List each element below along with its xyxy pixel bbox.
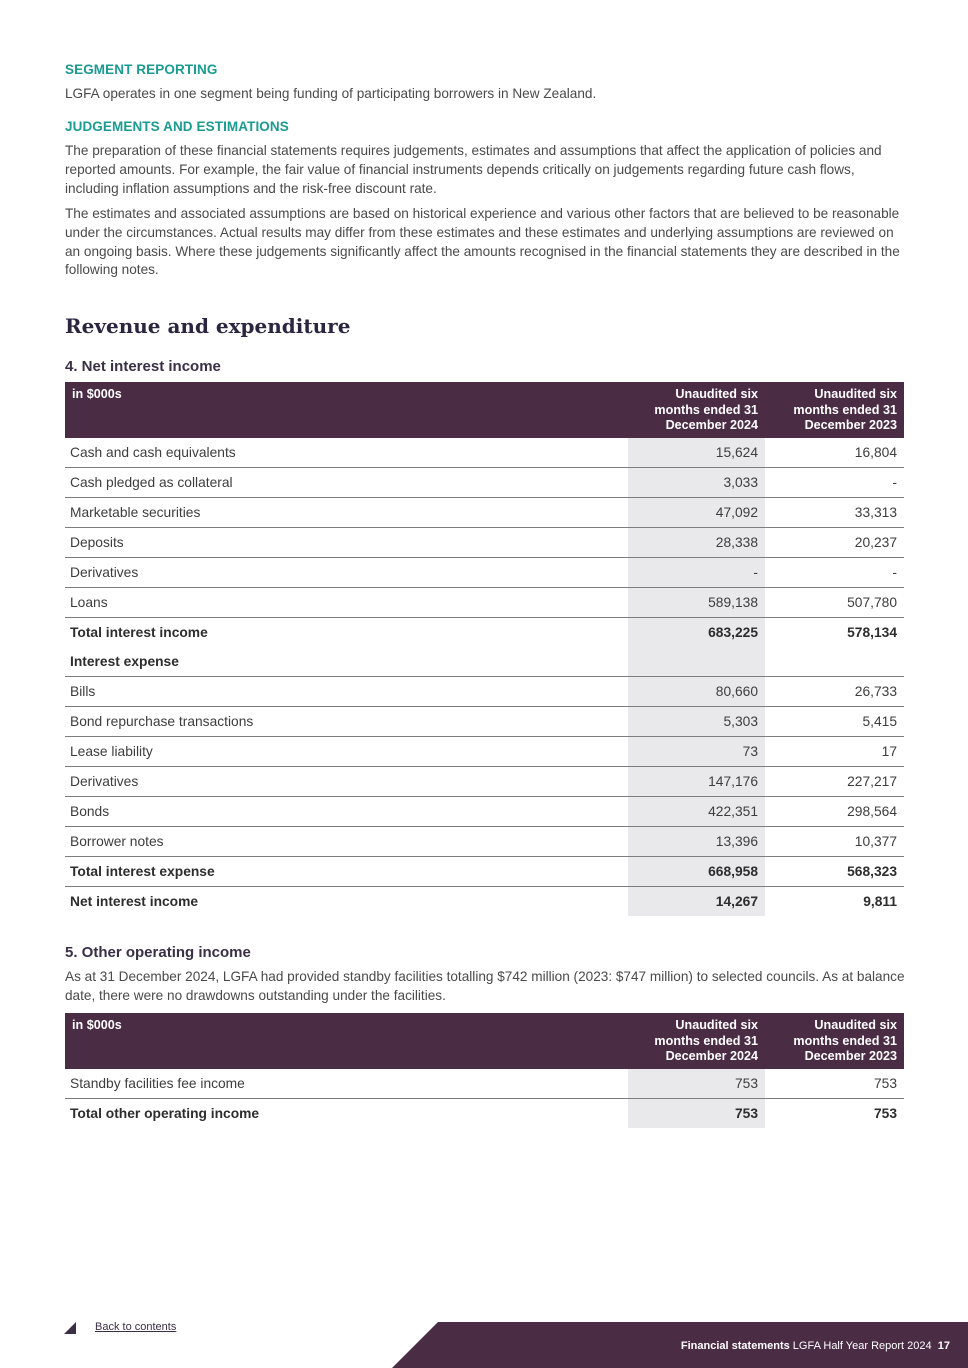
value-2023: 17 [765, 736, 904, 766]
header-2024: Unaudited six months ended 31 December 2024 [628, 382, 765, 438]
row-label: Total other operating income [70, 1105, 260, 1121]
value-2024: 14,267 [628, 886, 765, 916]
row-label: Lease liability [65, 736, 628, 766]
judgements-heading: JUDGEMENTS AND ESTIMATIONS [65, 119, 289, 134]
table-row [65, 706, 904, 736]
value-2024 [628, 647, 765, 677]
table-row [65, 497, 904, 527]
footer-section: Financial statements [680, 1340, 790, 1352]
row-label: Net interest income [70, 893, 199, 909]
table-row [65, 467, 904, 497]
table-row [65, 1069, 904, 1099]
value-2024: 28,338 [628, 527, 765, 557]
row-label: Total interest income [70, 624, 208, 640]
value-2024: 47,092 [628, 497, 765, 527]
value-2024: 5,303 [628, 706, 765, 736]
judgements-paragraph-1: The preparation of these financial statements requires judgements, estimates and assumptions that affect the application of policies and reported amounts. For example, the fair value of financial instruments depends critically on judgements regarding future cash flows, including inflation assumptions and the risk-free discount rate. [65, 143, 882, 196]
header-2023: Unaudited six months ended 31 December 2023 [765, 1013, 904, 1069]
table-row [65, 766, 904, 796]
value-2024: 15,624 [628, 438, 765, 468]
table-row [65, 796, 904, 826]
note-5-title: 5. Other operating income [65, 944, 251, 961]
row-label: Bond repurchase transactions [65, 706, 628, 736]
table-row [65, 617, 904, 647]
value-2024: 668,958 [628, 856, 765, 886]
value-2023: 16,804 [765, 438, 904, 468]
value-2024: 589,138 [628, 587, 765, 617]
row-label: Total interest expense [65, 856, 628, 886]
value-2023: - [765, 557, 904, 587]
row-label: Standby facilities fee income [65, 1069, 628, 1099]
value-2024: 13,396 [628, 826, 765, 856]
table-row [65, 647, 904, 677]
value-2024: 73 [628, 736, 765, 766]
value-2023: 20,237 [765, 527, 904, 557]
value-2024: 3,033 [628, 467, 765, 497]
value-2023: 26,733 [765, 676, 904, 706]
table-row [65, 557, 904, 587]
section-title: Revenue and expenditure [65, 314, 351, 338]
net-interest-income-table [65, 382, 904, 916]
footer-caption [681, 1340, 950, 1352]
table-row [65, 587, 904, 617]
value-2023: 578,134 [847, 624, 897, 640]
note-5-text: As at 31 December 2024, LGFA had provided standby facilities totalling $742 million (2023: $747 million) to selected councils. As at balance date, there were no drawdowns outstanding under the facilities. [65, 969, 905, 1003]
table-row [65, 826, 904, 856]
header-units: in $000s [65, 382, 628, 438]
row-label: Loans [65, 587, 628, 617]
table-row [65, 438, 904, 468]
value-2023: 33,313 [765, 497, 904, 527]
value-2024: 422,351 [628, 796, 765, 826]
table-row [65, 886, 904, 916]
footer-report: LGFA Half Year Report 2024 [792, 1340, 932, 1352]
value-2023: 5,415 [765, 706, 904, 736]
header-2024: Unaudited six months ended 31 December 2024 [628, 1013, 765, 1069]
note-4-title: 4. Net interest income [65, 358, 221, 375]
value-2024: 147,176 [628, 766, 765, 796]
segment-reporting-text: LGFA operates in one segment being funding of participating borrowers in New Zealand. [65, 86, 597, 101]
row-label: Borrower notes [65, 826, 628, 856]
value-2023 [765, 647, 904, 677]
page-number: 17 [937, 1340, 950, 1352]
table-header-row [65, 1013, 904, 1069]
other-operating-income-table [65, 1013, 904, 1128]
value-2023: - [765, 467, 904, 497]
segment-reporting-heading: SEGMENT REPORTING [65, 62, 218, 77]
value-2023: 507,780 [765, 587, 904, 617]
value-2024: 753 [628, 1069, 765, 1099]
header-units: in $000s [65, 1013, 628, 1069]
value-2024: 80,660 [628, 676, 765, 706]
back-arrow-icon[interactable] [64, 1322, 78, 1334]
table-row [65, 856, 904, 886]
row-label: Cash pledged as collateral [65, 467, 628, 497]
value-2023: 568,323 [765, 856, 904, 886]
value-2024: - [628, 557, 765, 587]
value-2023: 227,217 [765, 766, 904, 796]
row-label: Bonds [65, 796, 628, 826]
value-2023: 10,377 [765, 826, 904, 856]
judgements-paragraph-2: The estimates and associated assumptions are based on historical experience and various other factors that are believed to be reasonable under the circumstances. Actual results may differ from these estimates and these estimates and underlying assumptions are reviewed on an ongoing basis. Where these judgements significantly affect the amounts recognised in the financial statements they are described in the following notes. [65, 206, 900, 278]
table-row [65, 527, 904, 557]
table-row [65, 736, 904, 766]
row-label: Bills [65, 676, 628, 706]
table-row [65, 1098, 904, 1128]
value-2023: 9,811 [863, 893, 897, 909]
value-2023: 753 [765, 1069, 904, 1099]
value-2023: 753 [873, 1105, 897, 1121]
row-label: Deposits [65, 527, 628, 557]
value-2024: 753 [628, 1098, 765, 1128]
value-2023: 298,564 [765, 796, 904, 826]
value-2024: 683,225 [628, 617, 765, 647]
header-2023: Unaudited six months ended 31 December 2023 [765, 382, 904, 438]
row-label: Derivatives [65, 766, 628, 796]
row-label: Cash and cash equivalents [65, 438, 628, 468]
row-label: Interest expense [65, 647, 628, 677]
table-header-row [65, 382, 904, 438]
row-label: Derivatives [65, 557, 628, 587]
back-to-contents-link[interactable]: Back to contents [95, 1321, 177, 1333]
table-row [65, 676, 904, 706]
row-label: Marketable securities [65, 497, 628, 527]
